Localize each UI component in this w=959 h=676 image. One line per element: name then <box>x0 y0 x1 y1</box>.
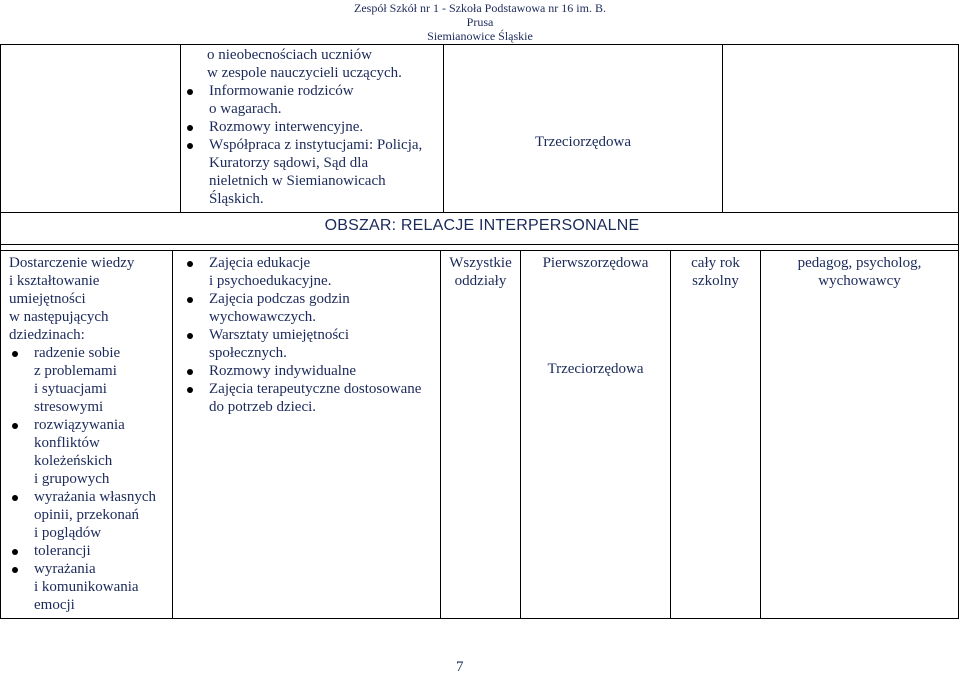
list-item-line: wychowawczych. <box>209 309 317 325</box>
main-col-divider-1 <box>172 250 173 619</box>
top-col-divider-2 <box>443 44 444 212</box>
list-item <box>6 560 172 614</box>
list-item-line: Śląskich. <box>209 191 264 207</box>
top-activities-cell <box>181 46 443 208</box>
prevention-primary: Pierwszorzędowa <box>542 255 649 271</box>
left-border <box>0 44 1 619</box>
list-item <box>6 416 172 488</box>
goal-intro-line: umiejętności <box>9 291 86 307</box>
list-item-line: i grupowych <box>34 471 110 487</box>
responsible-cell <box>761 254 958 290</box>
list-item-line: tolerancji <box>34 543 91 559</box>
top-activities-list <box>181 82 443 208</box>
list-item <box>181 254 439 290</box>
list-item-line: Rozmowy interwencyjne. <box>209 119 364 135</box>
recipients-cell <box>441 254 520 290</box>
time-cell <box>671 254 760 290</box>
continuation-line: w zespole nauczycieli uczących. <box>207 65 402 81</box>
continuation-line: o nieobecnościach uczniów <box>207 47 372 63</box>
main-col-divider-5 <box>760 250 761 619</box>
list-item-line: do potrzeb dzieci. <box>209 399 317 415</box>
list-item <box>181 118 443 136</box>
list-item-line: opinii, przekonań <box>34 507 139 523</box>
list-item <box>181 136 443 208</box>
list-item-line: emocji <box>34 597 75 613</box>
recipients-line: Wszystkie <box>449 255 512 271</box>
top-period: Trzeciorzędowa <box>534 134 632 150</box>
list-item-line: Zajęcia edukacje <box>209 255 311 271</box>
main-col-divider-2 <box>440 250 441 619</box>
goal-cell <box>9 254 172 614</box>
list-item-line: Informowanie rodziców <box>209 83 354 99</box>
list-item <box>6 542 172 560</box>
main-col-divider-4 <box>670 250 671 619</box>
list-item-line: z problemami <box>34 363 117 379</box>
list-item-line: i psychoedukacyjne. <box>209 273 332 289</box>
list-item <box>181 362 439 380</box>
list-item-line: i komunikowania <box>34 579 139 595</box>
goal-intro-line: dziedzinach: <box>9 327 85 343</box>
list-item-line: o wagarach. <box>209 101 282 117</box>
list-item-line: i sytuacjami <box>34 381 107 397</box>
page-header <box>0 0 959 43</box>
list-item <box>6 344 172 416</box>
area-heading-border-top <box>0 212 959 213</box>
activities-cell <box>181 254 439 416</box>
time-line: szkolny <box>692 273 739 289</box>
list-item-line: Zajęcia podczas godzin <box>209 291 350 307</box>
top-continuation <box>181 46 443 82</box>
goal-intro-line: i kształtowanie <box>9 273 100 289</box>
responsible-line: wychowawcy <box>818 273 901 289</box>
area-heading: OBSZAR: RELACJE INTERPERSONALNE <box>324 217 640 234</box>
goal-intro <box>9 254 172 344</box>
main-row-border-bottom <box>0 618 959 619</box>
list-item <box>6 488 172 542</box>
list-item-line: konfliktów <box>34 435 100 451</box>
list-item-line: Rozmowy indywidualne <box>209 363 357 379</box>
time-line: cały rok <box>691 255 740 271</box>
goal-intro-line: Dostarczenie wiedzy <box>9 255 135 271</box>
page-number: 7 <box>456 659 464 675</box>
list-item-line: Warsztaty umiejętności <box>209 327 349 343</box>
prevention-tertiary: Trzeciorzędowa <box>547 361 644 377</box>
list-item-line: Kuratorzy sądowi, Sąd dla <box>209 155 369 171</box>
list-item-line: stresowymi <box>34 399 104 415</box>
responsible-line: pedagog, psycholog, <box>797 255 922 271</box>
list-item-line: radzenie sobie <box>34 345 121 361</box>
list-item-line: społecznych. <box>209 345 287 361</box>
list-item-line: rozwiązywania <box>34 417 125 433</box>
list-item <box>181 326 439 362</box>
header-school-name: Zespół Szkół nr 1 - Szkoła Podstawowa nr 16 im. B. Prusa <box>354 1 606 29</box>
list-item <box>181 82 443 118</box>
list-item-line: i poglądów <box>34 525 102 541</box>
header-city: Siemianowice Śląskie <box>427 29 533 43</box>
list-item <box>181 290 439 326</box>
top-period-cell <box>444 134 722 151</box>
goal-items-list <box>6 344 172 614</box>
list-item-line: wyrażania własnych <box>34 489 157 505</box>
main-row-border-top <box>0 250 959 251</box>
goal-intro-line: w następujących <box>9 309 109 325</box>
list-item-line: Współpraca z instytucjami: Policja, <box>209 137 423 153</box>
list-item-line: koleżeńskich <box>34 453 113 469</box>
list-item-line: nieletnich w Siemianowicach <box>209 173 386 189</box>
list-item-line: wyrażania <box>34 561 96 577</box>
area-heading-border-bottom <box>0 244 959 245</box>
list-item <box>181 380 439 416</box>
top-col-divider-3 <box>722 44 723 212</box>
recipients-line: oddziały <box>454 273 507 289</box>
activities-list <box>181 254 439 416</box>
list-item-line: Zajęcia terapeutyczne dostosowane <box>209 381 422 397</box>
top-row-border-top <box>0 44 959 45</box>
prevention-cell <box>521 254 670 378</box>
